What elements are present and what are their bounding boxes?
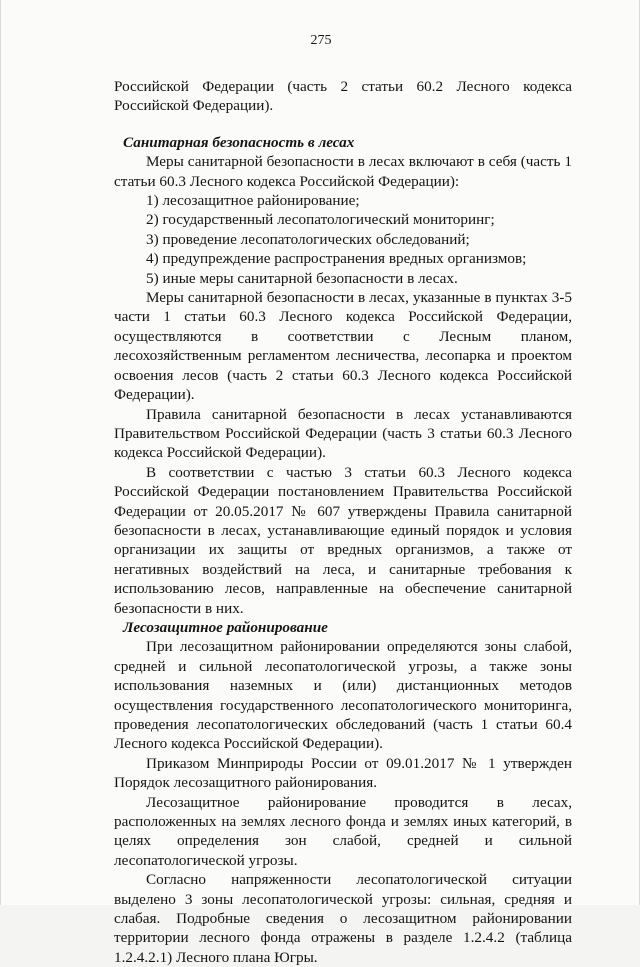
list-item: 4) предупреждение распространения вредных организмов; [146, 250, 527, 268]
list-item: 2) государственный лесопатологический мониторинг; [146, 211, 495, 229]
paragraph: Правила санитарной безопасности в лесах устанавливаются Правительством Российской Федерации (часть 3 статьи 60.3 Лесного кодекса Российской Федерации). [114, 405, 572, 462]
page-number: 275 [310, 33, 332, 48]
list-item: 5) иные меры санитарной безопасности в лесах. [146, 269, 458, 287]
section-heading-sanitary-safety: Санитарная безопасность в лесах [123, 133, 355, 151]
list-item: 3) проведение лесопатологических обследований; [146, 230, 470, 248]
paragraph: Меры санитарной безопасности в лесах включают в себя (часть 1 статьи 60.3 Лесного кодекса Российской Федерации): [114, 153, 572, 190]
paragraph: Согласно напряженности лесопатологической ситуации выделено 3 зоны лесопатологической угрозы: сильная, средняя и слабая. Подробные сведения о лесозащитном районировании территории лесного фонда отражены в разделе 1.2.4.2 (таблица 1.2.4.2.1) Лесного плана Югры. [114, 871, 572, 966]
section-heading-forest-zoning: Лесозащитное районирование [123, 618, 328, 636]
continuation-paragraph: Российской Федерации (часть 2 статьи 60.2 Лесного кодекса Российской Федерации). [114, 78, 572, 115]
paragraph: Лесозащитное районирование проводится в лесах, расположенных на землях лесного фонда и землях иных категорий, в целях определения зон слабой, средней и сильной лесопатологической угрозы. [114, 793, 572, 869]
document-body [114, 77, 572, 967]
paragraph: Меры санитарной безопасности в лесах, указанные в пунктах 3-5 части 1 статьи 60.3 Лесного кодекса Российской Федерации, осуществляются в соответствии с Лесным планом, лесохозяйственным регламентом лесничества, лесопарка и проектом освоения лесов (часть 2 статьи 60.3 Лесного кодекса Российской Федерации). [114, 289, 572, 404]
list-item: 1) лесозащитное районирование; [146, 192, 360, 210]
paragraph: При лесозащитном районировании определяются зоны слабой, средней и сильной лесопатологической угрозы, а также зоны использования наземных и (или) дистанционных методов осуществления государственного лесопатологического мониторинга, проведения лесопатологических обследований (часть 1 статьи 60.4 Лесного кодекса Российской Федерации). [114, 638, 572, 753]
paragraph: Приказом Минприроды России от 09.01.2017 № 1 утвержден Порядок лесозащитного районирования. [114, 754, 572, 792]
paragraph: В соответствии с частью 3 статьи 60.3 Лесного кодекса Российской Федерации постановлением Правительства Российской Федерации от 20.05.2017 № 607 утверждены Правила санитарной безопасности в лесах, устанавливающие единый порядок и условия организации их защиты от вредных организмов, а также от негативных воздействий на леса, и санитарные требования к использованию лесов, направленные на обеспечение санитарной безопасности в них. [114, 463, 572, 617]
